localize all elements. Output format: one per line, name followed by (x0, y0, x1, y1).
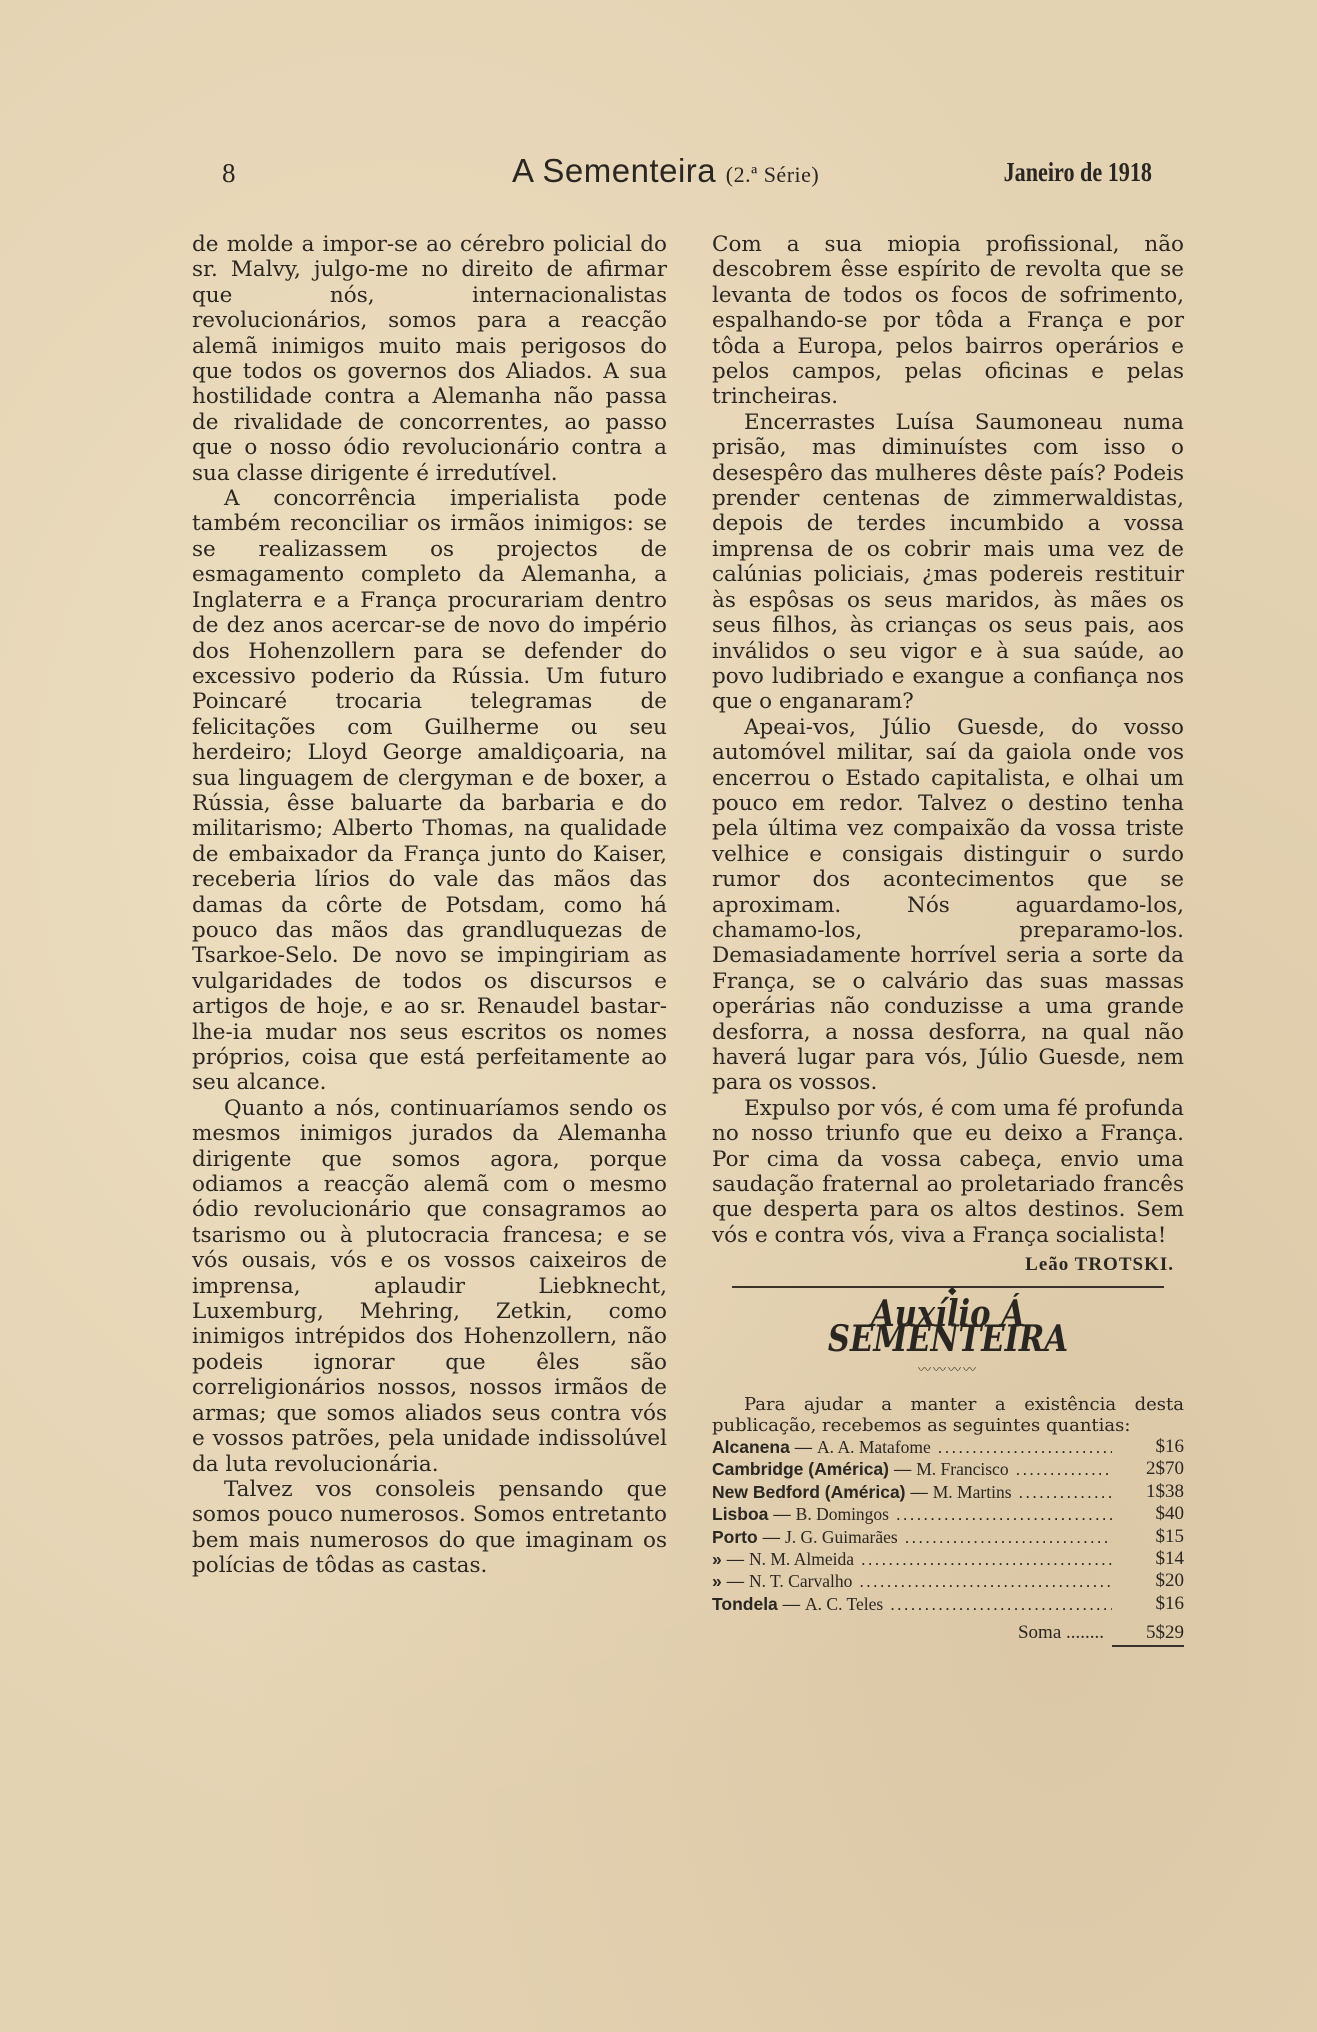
total-amount: 5$29 (1112, 1621, 1184, 1647)
donor-place: Tondela (712, 1593, 778, 1614)
donor-name: Tondela — A. C. Teles ..... (712, 1593, 1112, 1615)
paragraph: Com a sua miopia profissional, não descobrem êsse espírito de revolta que se levanta de todos os focos de sofrimento, espalhando-se por tôda a França e por tôda a Europa, pelos bairros operários e pelos campos, pelas oficinas e pelas trincheiras. (712, 232, 1184, 410)
donor-place: Cambridge (América) (712, 1459, 889, 1480)
donor-person: M. Francisco (916, 1459, 1009, 1480)
donor-amount: 2$70 (1146, 1458, 1184, 1480)
section-intro: Para ajudar a manter a existência desta publicação, recebemos as seguintes quantias: (712, 1393, 1184, 1436)
donor-place: Alcanena (712, 1436, 790, 1457)
donor-amount: $14 (1155, 1547, 1184, 1569)
donor-row (712, 1593, 1184, 1615)
donor-person: N. M. Almeida (748, 1548, 854, 1569)
donor-amount: $15 (1155, 1525, 1184, 1547)
donor-row (712, 1548, 1184, 1570)
donor-row (712, 1436, 1184, 1458)
section-title: Auxílio Á SEMENTEIRA (827, 1292, 1069, 1361)
paragraph: Encerrastes Luísa Saumoneau numa prisão, mas diminuístes com isso o desespêro das mulheres dêste país? Podeis prender centenas de zimmerwaldistas, depois de terdes incumbido a vossa imprensa de os cobrir mais uma vez de calúnias policiais, ¿mas podereis restituir às espôsas os seus maridos, às mães os seus filhos, às crianças os seus pais, aos inválidos o seu vigor e à sua saúde, ao povo ludibriado e exangue a confiança nos que o enganaram? (712, 409, 1184, 715)
author-signature: Leão TROTSKI. (1025, 1254, 1174, 1276)
masthead (512, 152, 819, 190)
donor-row (712, 1526, 1184, 1548)
paragraph: de molde a impor-se ao cérebro policial do sr. Malvy, julgo-me no direito de afirmar que nós, internacionalistas revolucionários, somos para a reacção alemã inimigos muito mais perigosos do que todos os governos dos Aliados. A sua hostilidade contra a Alemanha não passa de rivalidade de concorrentes, ao passo que o nosso ódio revolucionário contra a sua classe dirigente é irredutível. (192, 232, 667, 486)
donor-person: B. Domingos (795, 1504, 889, 1525)
issue-date: Janeiro de 1918 (1003, 157, 1152, 187)
right-column (712, 232, 1184, 1647)
left-column (192, 232, 667, 1579)
donor-person: J. G. Guimarães (784, 1526, 898, 1547)
publication-title: A Sementeira (512, 152, 717, 189)
donor-row (712, 1570, 1184, 1592)
donor-person: A. A. Matafome (817, 1436, 931, 1457)
donor-place: New Bedford (América) (712, 1481, 906, 1502)
donor-amount: $16 (1155, 1435, 1184, 1457)
donor-name: Cambridge (América) — M. Francisco ..... (712, 1458, 1112, 1480)
donor-person: M. Martins (932, 1481, 1012, 1502)
auxilio-section (712, 1292, 1184, 1647)
ornament-divider: 〰〰〰〰 (917, 1363, 978, 1379)
total-row (712, 1621, 1184, 1647)
paragraph: Talvez vos consoleis pensando que somos pouco numerosos. Somos entretanto bem mais numerosos do que imaginam os polícias de tôdas as castas. (192, 1476, 667, 1579)
donor-person: A. C. Teles (805, 1593, 884, 1614)
donor-place: » (712, 1571, 722, 1592)
donor-place: » (712, 1548, 722, 1569)
divider (732, 1286, 1164, 1288)
donor-person: N. T. Carvalho (748, 1571, 853, 1592)
series-label: (2.ª Série) (725, 162, 820, 187)
paragraph: Quanto a nós, continuaríamos sendo os mesmos inimigos jurados da Alemanha dirigente que somos agora, porque odiamos a reacção alemã com o mesmo ódio revolucionário que consagramos ao tsarismo ou à plutocracia francesa; e se vós ousais, vós e os vossos caixeiros de imprensa, aplaudir Liebknecht, Luxemburg, Mehring, Zetkin, como inimigos intrépidos dos Hohenzollern, não podeis ignorar que êles são correligionários nossos, nossos irmãos de armas; que somos aliados seus contra vós e vossos patrões, pela unidade indissolúvel da luta revolucionária. (192, 1095, 667, 1477)
donor-list (712, 1436, 1184, 1615)
donor-amount: $40 (1155, 1503, 1184, 1525)
paragraph: Apeai-vos, Júlio Guesde, do vosso automóvel militar, saí da gaiola onde vos encerrou o Estado capitalista, e olhai um pouco em redor. Talvez o destino tenha pela última vez compaixão da vossa triste velhice e consigais distinguir o surdo rumor dos acontecimentos que se aproximam. Nós aguardamo-los, chamamo-los, preparamo-los. Demasiadamente horrível seria a sorte da França, se o calvário das suas massas operárias não conduzisse a uma grande desforra, a nossa desforra, na qual não haverá lugar para vós, Júlio Guesde, nem para os vossos. (712, 714, 1184, 1096)
donor-place: Porto (712, 1526, 758, 1547)
donor-amount: $16 (1155, 1592, 1184, 1614)
donor-amount: $20 (1155, 1570, 1184, 1592)
donor-name: » — N. M. Almeida ..... (712, 1548, 1112, 1570)
donor-name: Porto — J. G. Guimarães ..... (712, 1526, 1112, 1548)
page-number: 8 (222, 158, 236, 188)
donor-place: Lisboa (712, 1504, 769, 1525)
donor-amount: 1$38 (1146, 1480, 1184, 1502)
total-label: Soma ..... (712, 1621, 1112, 1647)
donor-row (712, 1503, 1184, 1525)
page-header (190, 152, 1160, 200)
donor-name: Alcanena — A. A. Matafome ..... (712, 1436, 1112, 1458)
paragraph: A concorrência imperialista pode também reconciliar os irmãos inimigos: se se realizassem os projectos de esmagamento completo da Alemanha, a Inglaterra e a França procurariam dentro de dez anos acercar-se de novo do império dos Hohenzollern para se defender do excessivo poderio da Rússia. Um futuro Poincaré trocaria telegramas de felicitações com Guilherme ou seu herdeiro; Lloyd George amaldiçoaria, na sua linguagem de clergyman e de boxer, a Rússia, êsse baluarte da barbaria e do militarismo; Alberto Thomas, na qualidade de embaixador da França junto do Kaiser, receberia lírios do vale das mãos das damas da côrte de Potsdam, como há pouco das mãos das grandluquezas de Tsarkoe-Selo. De novo se impingiriam as vulgaridades de todos os discursos e artigos de hoje, e ao sr. Renaudel bastar-lhe-ia mudar nos seus escritos os nomes próprios, coisa que está perfeitamente ao seu alcance. (192, 486, 667, 1096)
donor-row (712, 1481, 1184, 1503)
donor-name: » — N. T. Carvalho ..... (712, 1570, 1112, 1592)
donor-name: New Bedford (América) — M. Martins ..... (712, 1481, 1112, 1503)
donor-name: Lisboa — B. Domingos ..... (712, 1503, 1112, 1525)
paragraph: Expulso por vós, é com uma fé profunda no nosso triunfo que eu deixo a França. Por cima da vossa cabeça, envio uma saudação fraternal ao proletariado francês que desperta para os altos destinos. Sem vós e contra vós, viva a França socialista! (712, 1095, 1184, 1248)
donor-row (712, 1458, 1184, 1480)
